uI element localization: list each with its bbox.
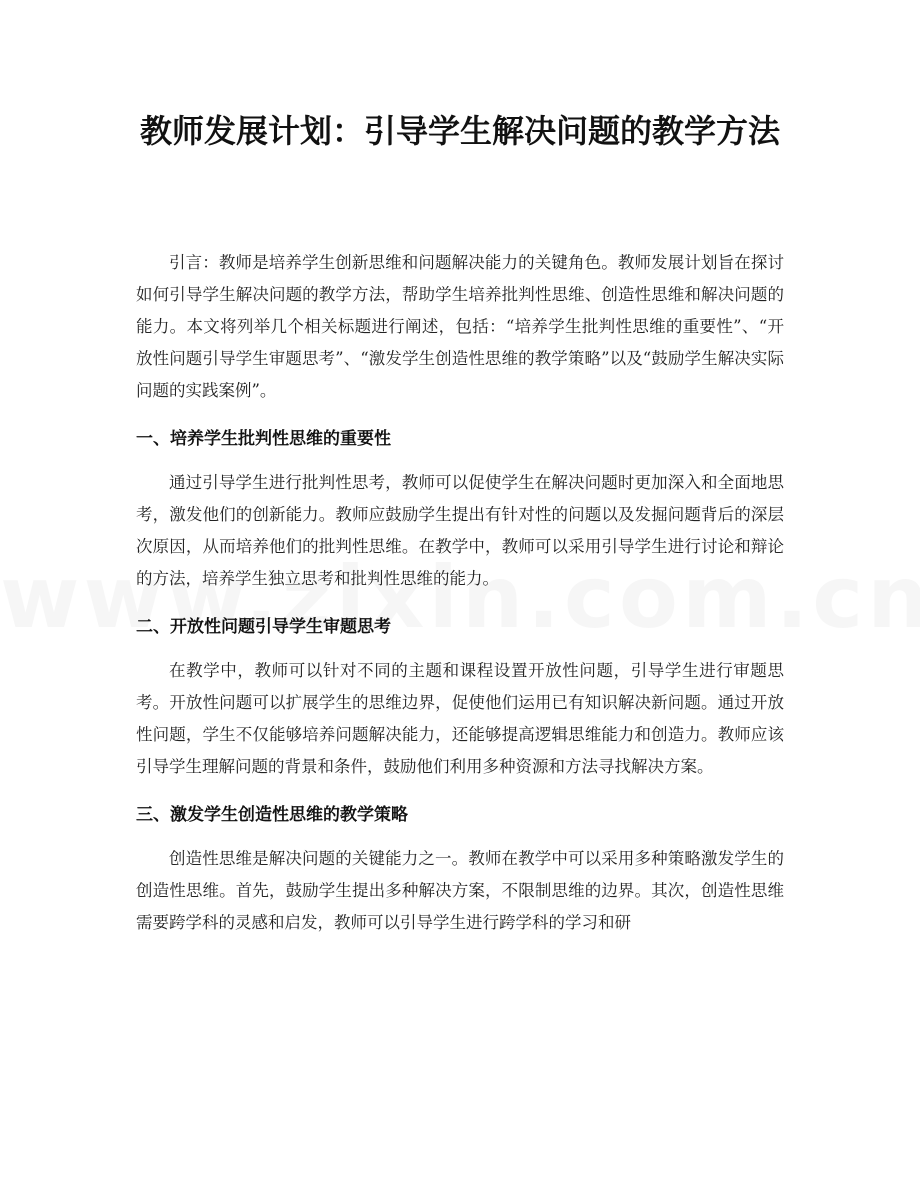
document-body xyxy=(136,247,784,939)
section-3-heading: 三、激发学生创造性思维的教学策略 xyxy=(136,805,408,825)
page-title: 教师发展计划：引导学生解决问题的教学方法 xyxy=(139,112,780,150)
section-1-heading: 一、培养学生批判性思维的重要性 xyxy=(136,429,391,449)
section-2-heading: 二、开放性问题引导学生审题思考 xyxy=(136,617,391,637)
section-3-paragraph: 创造性思维是解决问题的关键能力之一。教师在教学中可以采用多种策略激发学生的创造性思维。首先，鼓励学生提出多种解决方案，不限制思维的边界。其次，创造性思维需要跨学科的灵感和启发，教师可以引导学生进行跨学科的学习和研 xyxy=(136,849,784,932)
section-2-paragraph: 在教学中，教师可以针对不同的主题和课程设置开放性问题，引导学生进行审题思考。开放性问题可以扩展学生的思维边界，促使他们运用已有知识解决新问题。通过开放性问题，学生不仅能够培养问题解决能力，还能够提高逻辑思维能力和创造力。教师应该引导学生理解问题的背景和条件，鼓励他们利用多种资源和方法寻找解决方案。 xyxy=(136,661,784,776)
section-1-paragraph: 通过引导学生进行批判性思考，教师可以促使学生在解决问题时更加深入和全面地思考，激发他们的创新能力。教师应鼓励学生提出有针对性的问题以及发掘问题背后的深层次原因，从而培养他们的批判性思维。在教学中，教师可以采用引导学生进行讨论和辩论的方法，培养学生独立思考和批判性思维的能力。 xyxy=(136,473,784,588)
intro-paragraph: 引言：教师是培养学生创新思维和问题解决能力的关键角色。教师发展计划旨在探讨如何引导学生解决问题的教学方法，帮助学生培养批判性思维、创造性思维和解决问题的能力。本文将列举几个相关标题进行阐述，包括：“培养学生批判性思维的重要性”、“开放性问题引导学生审题思考”、“激发学生创造性思维的教学策略”以及“鼓励学生解决实际问题的实践案例”。 xyxy=(136,253,784,400)
